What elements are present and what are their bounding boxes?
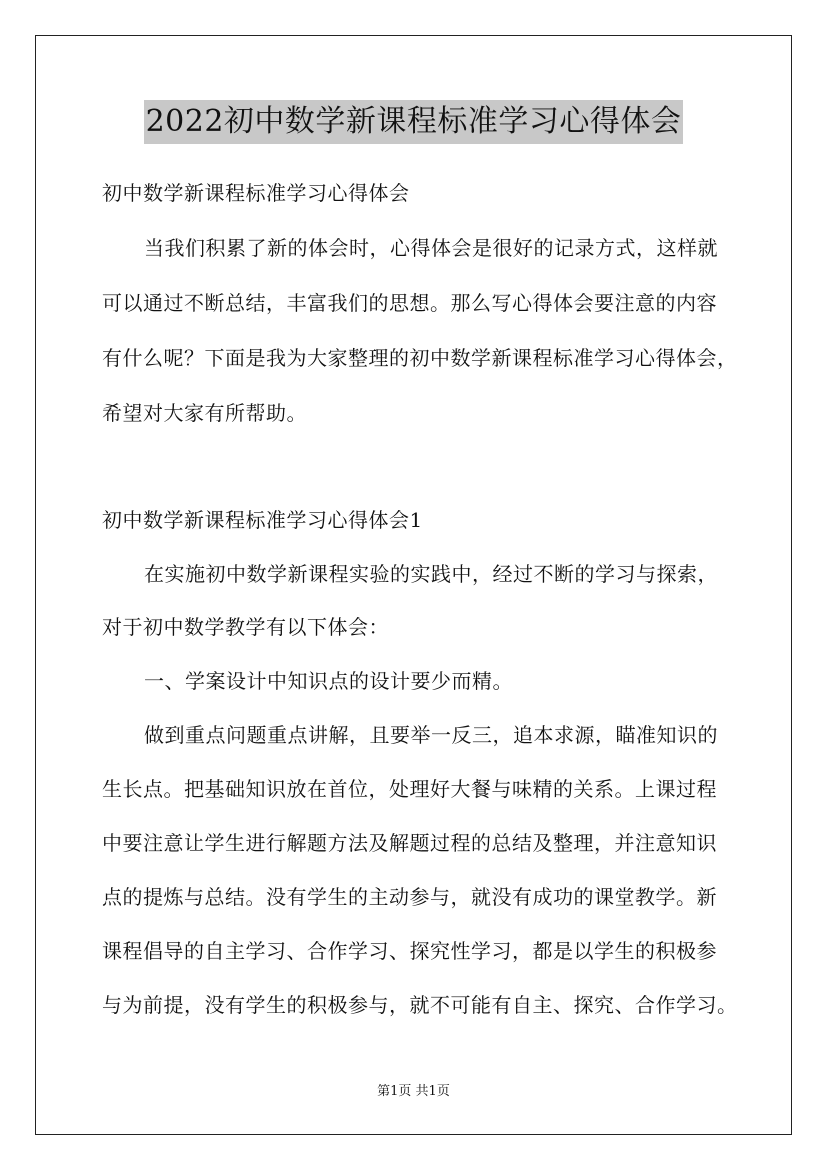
point-line-1: 做到重点问题重点讲解，且要举一反三，追本求源，瞄准知识的 (144, 723, 718, 747)
point-line-4: 点的提炼与总结。没有学生的主动参与，就没有成功的课堂教学。新 (102, 885, 717, 909)
subtitle-heading: 初中数学新课程标准学习心得体会 (102, 181, 410, 205)
point-line-3: 中要注意让学生进行解题方法及解题过程的总结及整理，并注意知识 (102, 831, 717, 855)
point-line-5: 课程倡导的自主学习、合作学习、探究性学习，都是以学生的积极参 (102, 939, 717, 963)
section-line-2: 对于初中数学教学有以下体会： (102, 615, 389, 639)
page-footer: 第1页 共1页 (377, 1084, 450, 1099)
point-line-2: 生长点。把基础知识放在首位，处理好大餐与味精的关系。上课过程 (102, 777, 717, 801)
intro-line-1: 当我们积累了新的体会时，心得体会是很好的记录方式，这样就 (144, 236, 718, 260)
intro-line-3: 有什么呢？下面是我为大家整理的初中数学新课程标准学习心得体会， (102, 346, 738, 370)
section-line-1: 在实施初中数学新课程实验的实践中，经过不断的学习与探索， (144, 562, 718, 586)
point-heading-1: 一、学案设计中知识点的设计要少而精。 (144, 669, 513, 693)
intro-line-2: 可以通过不断总结，丰富我们的思想。那么写心得体会要注意的内容 (102, 291, 717, 315)
intro-line-4: 希望对大家有所帮助。 (102, 401, 307, 425)
title-container (0, 100, 827, 144)
point-line-6: 与为前提，没有学生的积极参与，就不可能有自主、探究、合作学习。 (102, 993, 738, 1017)
document-title: 2022初中数学新课程标准学习心得体会 (144, 100, 684, 144)
section-heading-1: 初中数学新课程标准学习心得体会1 (102, 508, 423, 532)
